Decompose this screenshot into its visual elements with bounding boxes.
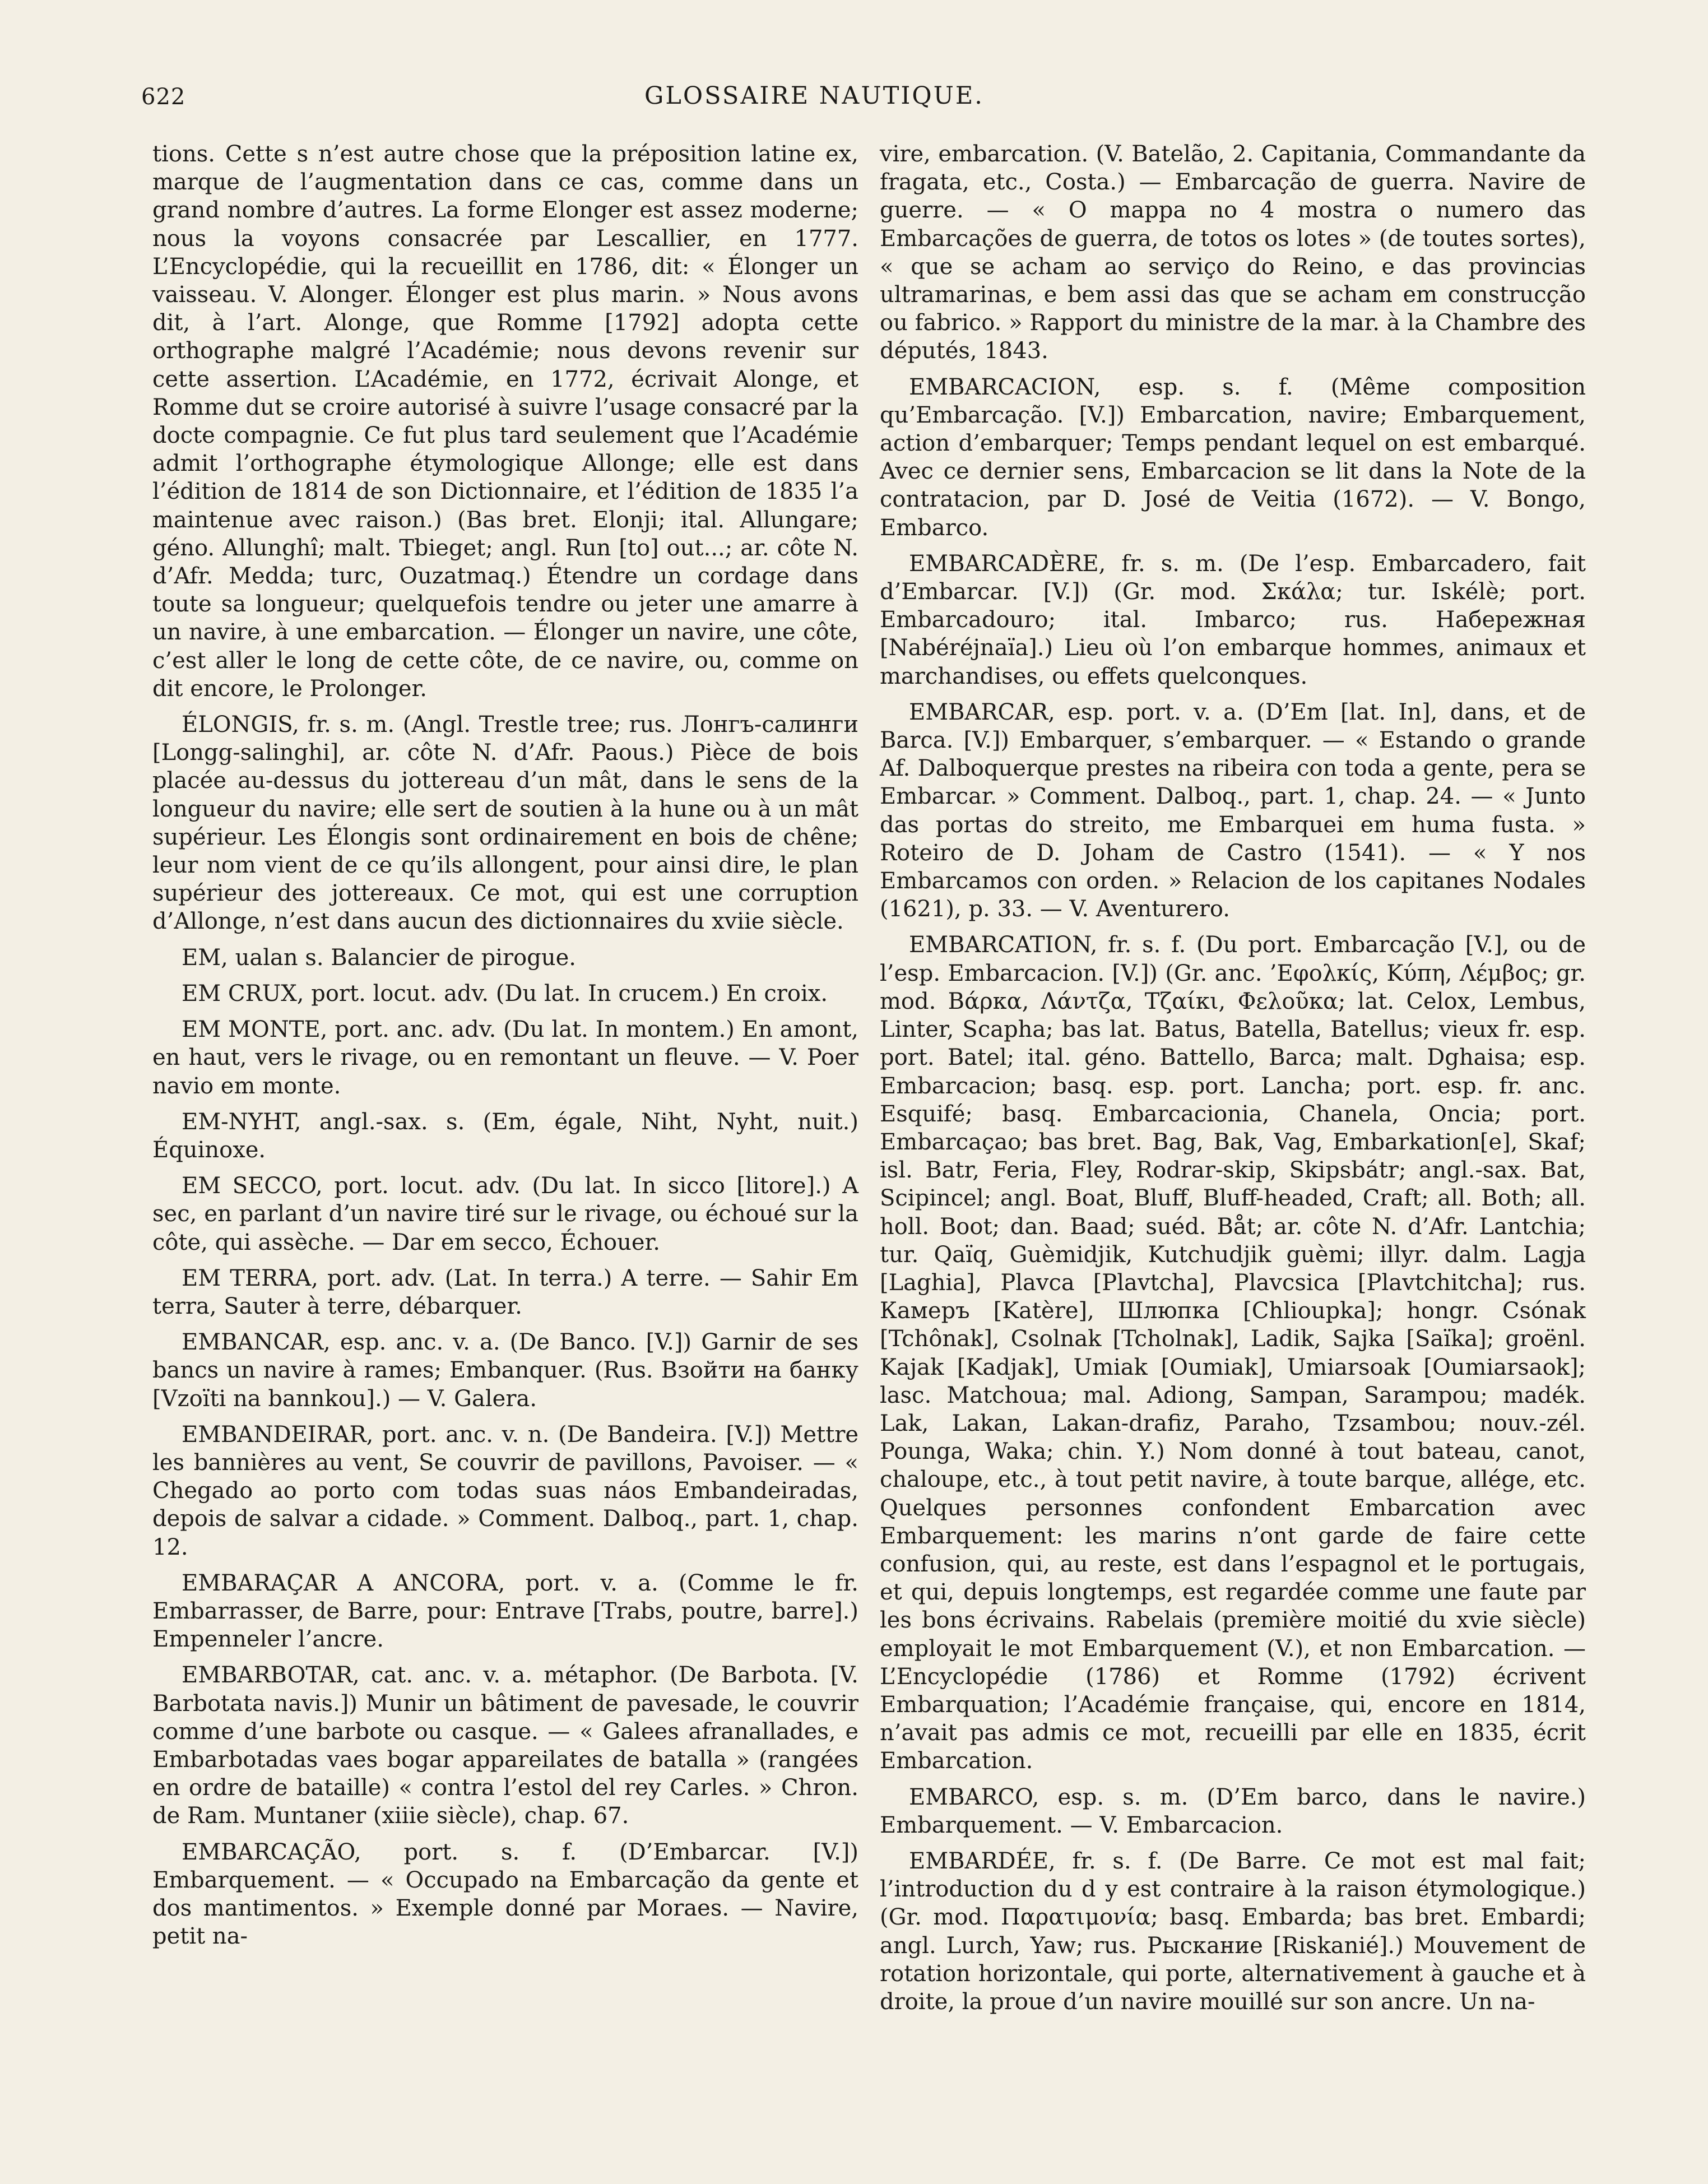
entry-embarcar: EMBARCAR, esp. port. v. a. (D’Em [lat. In], dans, et de Barca. [V.]) Embarquer, s’embarquer. — « Estando o grande Af. Dalboquerque prestes na ribeira con toda a gente, pera se Embarcar. » Comment. Dalboq., part. 1, chap. 24. — « Junto das portas do streito, me Embarquei em huma fusta. » Roteiro de D. Joham de Castro (1541). — « Y nos Embarcamos con orden. » Relacion de los capitanes Nodales (1621), p. 33. — V. Aventurero. bbox=[880, 699, 1586, 922]
entry-em: EM, ualan s. Balancier de pirogue. bbox=[182, 944, 576, 971]
entry-embarcacao-continuation: vire, embarcation. (V. Batelão, 2. Capitania, Commandante da fragata, etc., Costa.) — Embarcação de guerra. Navire de guerre. — « O mappa no 4 mostra o numero das Embarcações de guerra, de totos os lotes » (de toutes sortes), « que se acham ao serviço do Reino, e das provincias ultramarinas, e bem assi das que se acham em construcção ou fabrico. » Rapport du ministre de la mar. à la Chambre des députés, 1843. bbox=[880, 141, 1586, 364]
entry-embaracar-a-ancora: EMBARAÇAR A ANCORA, port. v. a. (Comme le fr. Embarrasser, de Barre, pour: Entrave [Trabs, poutre, barre].) Empenneler l’ancre. bbox=[152, 1570, 858, 1653]
entry-embarcacao: EMBARCAÇÃO, port. s. f. (D’Embarcar. [V.]) Embarquement. — « Occupado na Embarcação da gente et dos mantimentos. » Exemple donné par Moraes. — Navire, petit na- bbox=[152, 1839, 858, 1950]
column-divider bbox=[862, 140, 863, 2034]
entry-embarco: EMBARCO, esp. s. m. (D’Em barco, dans le navire.) Embarquement. — V. Embarcacion. bbox=[880, 1784, 1586, 1838]
entry-em-nyht: EM-NYHT, angl.-sax. s. (Em, égale, Niht, Nyht, nuit.) Équinoxe. bbox=[152, 1109, 858, 1163]
right-column bbox=[880, 140, 1586, 2024]
entry-embarcation: EMBARCATION, fr. s. f. (Du port. Embarcação [V.], ou de l’esp. Embarcacion. [V.]) (Gr. anc. ’Εφολκίς, Κύπη, Λέμβος; gr. mod. Βάρκα, Λάντζα, Τζαίκι, Φελοῦκα; lat. Celox, Lembus, Linter, Scapha; bas lat. Batus, Batella, Batellus; vieux fr. esp. port. Batel; ital. géno. Battello, Barca; malt. Dghaisa; esp. Embarcacion; basq. esp. port. Lancha; port. esp. fr. anc. Esquifé; basq. Embarcacionia, Chanela, Oncia; port. Embarcaçao; bas bret. Bag, Bak, Vag, Embarkation[e], Skaf; isl. Batr, Feria, Fley, Rodrar-skip, Skipsbátr; angl.-sax. Bat, Scipincel; angl. Boat, Bluff, Bluff-headed, Craft; all. Both; all. holl. Boot; dan. Baad; suéd. Båt; ar. côte N. d’Afr. Lantchia; tur. Qaïq, Guèmidjik, Kutchudjik guèmi; illyr. dalm. Lagja [Laghia], Plavca [Plavtcha], Plavcsica [Plavtchitcha]; rus. Камеръ [Katère], Шлюпка [Chlioupka]; hongr. Csónak [Tchônak], Csolnak [Tcholnak], Ladik, Sajka [Saïka]; groënl. Kajak [Kadjak], Umiak [Oumiak], Umiarsoak [Oumiarsaok]; lasc. Matchoua; mal. Adiong, Sampan, Sarampou; madék. Lak, Lakan, Lakan-drafiz, Paraho, Tzsambou; nouv.-zél. Pounga, Waka; chin. Y.) Nom donné à tout bateau, canot, chaloupe, etc., à tout petit navire, à toute barque, allége, etc. Quelques personnes confondent Embarcation avec Embarquement: les marins n’ont garde de faire cette confusion, qui, au reste, est dans l’espagnol et le portugais, et qui, depuis longtemps, est regardée comme une faute par les bons écrivains. Rabelais (première moitié du xvie siècle) employait le mot Embarquement (V.), et non Embarcation. — L’Encyclopédie (1786) et Romme (1792) écrivent Embarquation; l’Académie française, qui, encore en 1814, n’avait pas admis ce mot, recueilli par elle en 1835, écrit Embarcation. bbox=[880, 932, 1586, 1774]
entry-em-secco: EM SECCO, port. locut. adv. (Du lat. In sicco [litore].) A sec, en parlant d’un navire tiré sur le rivage, ou échoué sur la côte, qui assèche. — Dar em secco, Échouer. bbox=[152, 1173, 858, 1255]
entry-em-monte: EM MONTE, port. anc. adv. (Du lat. In montem.) En amont, en haut, vers le rivage, ou en remontant un fleuve. — V. Poer navio em monte. bbox=[152, 1017, 858, 1099]
page-number: 622 bbox=[141, 84, 186, 110]
entry-embarbotar: EMBARBOTAR, cat. anc. v. a. métaphor. (De Barbota. [V. Barbotata navis.]) Munir un bâtiment de pavesade, le couvrir comme d’une barbote ou casque. — « Galees afranallades, e Embarbotadas vaes bogar appareilates de batalla » (rangées en ordre de bataille) « contra l’estol del rey Carles. » Chron. de Ram. Muntaner (xiiie siècle), chap. 67. bbox=[152, 1662, 858, 1829]
entry-embarcacion: EMBARCACION, esp. s. f. (Même composition qu’Embarcação. [V.]) Embarcation, navire; Embarquement, action d’embarquer; Temps pendant lequel on est embarqué. Avec ce dernier sens, Embarcacion se lit dans la Note de la contratacion, par D. José de Veitia (1672). — V. Bongo, Embarco. bbox=[880, 374, 1586, 541]
entry-embardee: EMBARDÉE, fr. s. f. (De Barre. Ce mot est mal fait; l’introduction du d y est contraire à la raison étymologique.) (Gr. mod. Παρατιμονία; basq. Embarda; bas bret. Embardi; angl. Lurch, Yaw; rus. Рыскание [Riskanié].) Mouvement de rotation horizontale, qui porte, alternativement à gauche et à droite, la proue d’un navire mouillé sur son ancre. Un na- bbox=[880, 1848, 1586, 2015]
entry-em-crux: EM CRUX, port. locut. adv. (Du lat. In crucem.) En croix. bbox=[182, 980, 828, 1007]
entry-elongis: ÉLONGIS, fr. s. m. (Angl. Trestle tree; rus. Лонгъ-салинги [Longg-salinghi], ar. côte N. d’Afr. Paous.) Pièce de bois placée au-dessus du jottereau d’un mât, dans le sens de la longueur du navire; elle sert de soutien à la hune ou à un mât supérieur. Les Élongis sont ordinairement en bois de chêne; leur nom vient de ce qu’ils allongent, pour ainsi dire, le plan supérieur des jottereaux. Ce mot, qui est une corruption d’Allonge, n’est dans aucun des dictionnaires du xviie siècle. bbox=[152, 712, 858, 935]
entry-embarcadere: EMBARCADÈRE, fr. s. m. (De l’esp. Embarcadero, fait d’Embarcar. [V.]) (Gr. mod. Σκάλα; tur. Iskélè; port. Embarcadouro; ital. Imbarco; rus. Набережная [Nabéréjnaïa].) Lieu où l’on embarque hommes, animaux et marchandises, ou effets quelconques. bbox=[880, 550, 1586, 689]
entry-embancar: EMBANCAR, esp. anc. v. a. (De Banco. [V.]) Garnir de ses bancs un navire à rames; Embanquer. (Rus. Взойти на банку [Vzoïti na bannkou].) — V. Galera. bbox=[152, 1329, 858, 1412]
entry-elonger-continuation: tions. Cette s n’est autre chose que la préposition latine ex, marque de l’augmentation dans ce cas, comme dans un grand nombre d’autres. La forme Elonger est assez moderne; nous la voyons consacrée par Lescallier, en 1777. L’Encyclopédie, qui la recueillit en 1786, dit: « Élonger un vaisseau. V. Alonger. Élonger est plus marin. » Nous avons dit, à l’art. Alonge, que Romme [1792] adopta cette orthographe malgré l’Académie; nous devons revenir sur cette assertion. L’Académie, en 1772, écrivait Alonge, et Romme dut se croire autorisé à suivre l’usage consacré par la docte compagnie. Ce fut plus tard seulement que l’Académie admit l’orthographe étymologique Allonge; elle est dans l’édition de 1814 de son Dictionnaire, et l’édition de 1835 l’a maintenue avec raison.) (Bas bret. Elonji; ital. Allungare; géno. Allunghî; malt. Tbieget; angl. Run [to] out...; ar. côte N. d’Afr. Medda; turc, Ouzatmaq.) Étendre un cordage dans toute sa longueur; quelquefois tendre ou jeter une amarre à un navire, à une embarcation. — Élonger un navire, une côte, c’est aller le long de cette côte, de ce navire, ou, comme on dit encore, le Prolonger. bbox=[152, 141, 858, 702]
entry-em-terra: EM TERRA, port. adv. (Lat. In terra.) A terre. — Sahir Em terra, Sauter à terre, débarquer. bbox=[152, 1265, 858, 1319]
left-column bbox=[152, 140, 858, 1958]
entry-embandeirar: EMBANDEIRAR, port. anc. v. n. (De Bandeira. [V.]) Mettre les bannières au vent, Se couvrir de pavillons, Pavoiser. — « Chegado ao porto com todas suas náos Embandeiradas, depois de salvar a cidade. » Comment. Dalboq., part. 1, chap. 12. bbox=[152, 1421, 858, 1560]
running-title: GLOSSAIRE NAUTIQUE. bbox=[644, 82, 984, 110]
